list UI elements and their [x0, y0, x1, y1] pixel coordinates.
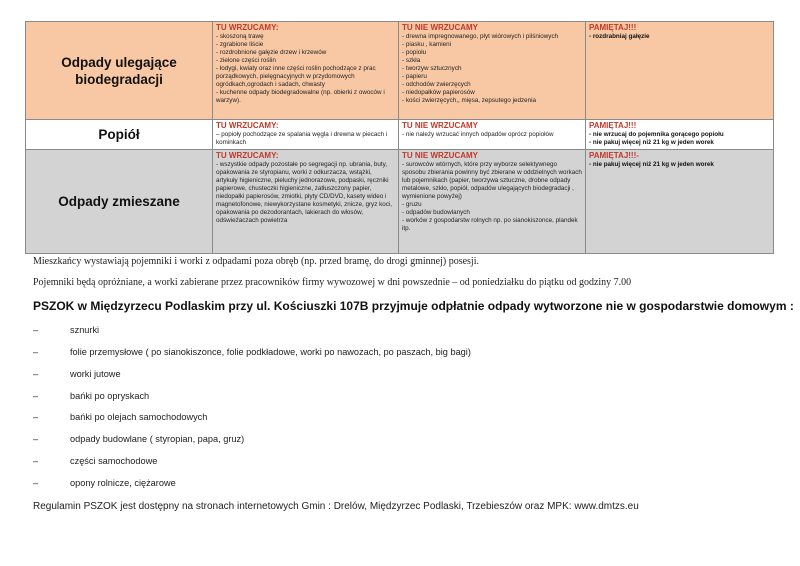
dash-bullet: – — [33, 456, 39, 466]
no-throw-heading: TU NIE WRZUCAMY — [402, 151, 478, 160]
list-item: - skoszoną trawę — [216, 32, 264, 40]
list-item: - zgrabione liście — [216, 40, 264, 48]
throw-heading: TU WRZUCAMY: — [216, 121, 279, 130]
remember-cell — [586, 120, 774, 150]
list-item: - wszystkie odpady pozostałe po segregacji np. ubrania, buty, opakowania ze styropianu, worki z odkurzacza, wstążki, artykuły higieniczne, pieluchy jednorazowe, podpaski, ręczniki papierowe, chusteczki higieniczne, zatłuszczony papier, niedopałki papierosów, zmiotki, płyty CD/DVD, kasety wideo i magnetofonowe, niewykorzystane kosmetyki, znicze, gryz koci, opakowania po dezodorantach, lakierach do włosów, odświeżaczach powietrza — [216, 160, 393, 224]
list-item: - papieru — [402, 72, 427, 80]
table-row-mixed — [26, 150, 774, 254]
throw-cell — [213, 22, 399, 120]
dash-bullet: – — [33, 369, 39, 379]
regulations-footer: Regulamin PSZOK jest dostępny na stronach internetowych Gmin : Drelów, Międzyrzec Podlaski, Trzebieszów oraz MPK: www.dmtzs.eu — [33, 501, 639, 512]
remember-cell — [586, 150, 774, 254]
info-paragraph-placement: Mieszkańcy wystawiają pojemniki i worki z odpadami poza obręb (np. przed bramę, do drogi gminnej) posesji. — [33, 256, 479, 267]
list-item: - piasku , kamieni — [402, 40, 451, 48]
list-item: - surowców wtórnych, które przy wyborze selektywnego sposobu zbierania powinny być zbierane w oddzielnych workach lub pojemnikach (papier, tworzywa sztuczne, drobne odpady metalowe, szkło, popiół, odpadów ulegających biodegradacji , wymienione powyżej) — [402, 160, 582, 200]
list-item: - odpadów budowlanych — [402, 208, 470, 216]
list-item: - worków z gospodarstw rolnych np. po sianokiszonce, plandek itp. — [402, 216, 578, 232]
list-item-text: bańki po opryskach — [70, 391, 150, 401]
no-throw-cell — [399, 120, 586, 150]
no-throw-list — [402, 131, 582, 139]
remember-heading: PAMIĘTAJ!!! — [589, 23, 637, 32]
list-item-text: worki jutowe — [70, 369, 121, 379]
no-throw-heading: TU NIE WRZUCAMY — [402, 23, 478, 32]
throw-heading: TU WRZUCAMY: — [216, 23, 279, 32]
category-cell — [26, 150, 213, 254]
list-item: - niedopałków papierosów — [402, 88, 475, 96]
dash-bullet: – — [33, 434, 39, 444]
no-throw-heading: TU NIE WRZUCAMY — [402, 121, 478, 130]
no-throw-list — [402, 33, 582, 105]
list-item: – popioły pochodzące ze spalania węgla i drewna w piecach i kominkach — [216, 130, 388, 146]
category-cell — [26, 120, 213, 150]
info-paragraph-collection: Pojemniki będą opróżniane, a worki zabierane przez pracowników firmy wywozowej w dni powszednie – od poniedziałku do piątku od godziny 7.00 — [33, 277, 632, 288]
table-row-biodegradable — [26, 22, 774, 120]
list-item: - zielone części roślin — [216, 56, 276, 64]
remember-heading: PAMIĘTAJ!!! — [589, 121, 637, 130]
list-item-text: folie przemysłowe ( po sianokiszonce, folie podkładowe, worki po nawozach, po paszach, big bagi) — [70, 347, 471, 357]
table-row-ash — [26, 120, 774, 150]
throw-list — [216, 161, 395, 225]
list-item: - rozdrobnione gałęzie drzew i krzewów — [216, 48, 327, 56]
category-label: Popiół — [98, 127, 140, 142]
dash-bullet: – — [33, 478, 39, 488]
list-item: - gruzu — [402, 200, 422, 208]
waste-segregation-table — [25, 21, 774, 254]
list-item-text: odpady budowlane ( styropian, papa, gruz) — [70, 434, 245, 444]
dash-bullet: – — [33, 412, 39, 422]
list-item: - nie należy wrzucać innych odpadów oprócz popiołów — [402, 130, 554, 138]
list-item: - szkła — [402, 56, 421, 64]
remember-item: - rozdrabniaj gałęzie — [589, 32, 650, 40]
list-item: - popiołu — [402, 48, 427, 56]
list-item: - kości zwierzęcych,, mięsa, zepsutego jedzenia — [402, 96, 537, 104]
dash-bullet: – — [33, 325, 39, 335]
list-item: - tworzyw sztucznych — [402, 64, 462, 72]
dash-bullet: – — [33, 391, 39, 401]
list-item-text: części samochodowe — [70, 456, 158, 466]
throw-heading: TU WRZUCAMY: — [216, 151, 279, 160]
list-item-text: sznurki — [70, 325, 100, 335]
category-cell — [26, 22, 213, 120]
dash-bullet: – — [33, 347, 39, 357]
throw-cell — [213, 150, 399, 254]
pszok-heading: PSZOK w Międzyrzecu Podlaskim przy ul. Kościuszki 107B przyjmuje odpłatnie odpady wytworzone nie w gospodarstwie domowym : — [33, 299, 794, 313]
throw-list — [216, 131, 395, 147]
list-item: - kuchenne odpady biodegradowalne (np. obierki z owoców i warzyw). — [216, 88, 385, 104]
remember-cell — [586, 22, 774, 120]
no-throw-cell — [399, 22, 586, 120]
no-throw-list — [402, 161, 582, 233]
list-item: - drewna impregnowanego, płyt wiórowych i pilśniowych — [402, 32, 559, 40]
throw-list — [216, 33, 395, 105]
category-label: Odpady ulegające biodegradacji — [61, 54, 177, 87]
remember-item: - nie pakuj więcej niż 21 kg w jeden worek — [589, 160, 714, 168]
remember-item: - nie wrzucaj do pojemnika gorącego popiołu — [589, 130, 724, 138]
list-item: - łodygi, kwiaty oraz inne części roślin pochodzące z prac porządkowych, pielęgnacyjnych w przydomowych ogródkach,ogrodach i sadach, chwasty — [216, 64, 376, 88]
remember-item: - nie pakuj więcej niż 21 kg w jeden worek — [589, 138, 714, 146]
category-label: Odpady zmieszane — [58, 194, 180, 209]
list-item-text: opony rolnicze, ciężarowe — [70, 478, 176, 488]
remember-heading: PAMIĘTAJ!!!- — [589, 151, 639, 160]
no-throw-cell — [399, 150, 586, 254]
list-item: - odchodów zwierzęcych — [402, 80, 471, 88]
throw-cell — [213, 120, 399, 150]
list-item-text: bańki po olejach samochodowych — [70, 412, 208, 422]
